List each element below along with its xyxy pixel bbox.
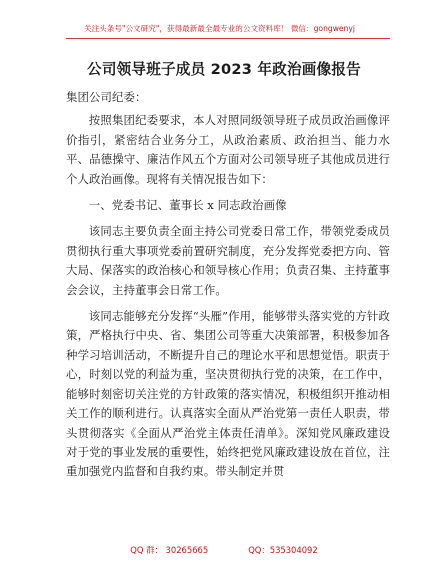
intro-paragraph: 按照集团纪委要求，本人对照同级领导班子成员政治画像评价指引，紧密结合业务分工，从政治素质、政治担当、能力水平、品德操守、廉洁作风五个方面对公司领导班子其他成员进行个人政治画像。现将有关情况报告如下： — [66, 113, 390, 186]
header-divider — [66, 38, 390, 39]
body-paragraph: 该同志能够充分发挥“头雁”作用，能够带头落实党的方针政策，严格执行中央、省、集团公司等重大决策部署，积极参加各种学习培训活动，不断提升自己的理论水平和思想觉悟。职责于心，时刻以党的利益为重，坚决贯彻执行党的决策，在工作中，能够时刻密切关注党的方针政策的落实情况，积极组织开推动相关工作的顺利进行。认真落实全面从严治党第一责任人职责，带头贯彻落实《全面从严治党主体责任清单》。深知党风廉政建设对于党的事业发展的重要性，始终把党风廉政建设放在首位，注重加强党内监督和自我约束。带头制定并贯 — [66, 309, 390, 479]
salutation: 集团公司纪委： — [66, 90, 147, 104]
body-paragraph: 该同志主要负责全面主持公司党委日常工作，带领党委成员贯彻执行重大事项党委前置研究制度，充分发挥党委把方向、管大局、保落实的政治核心和领导核心作用；负责召集、主持董事会会议，主持董事会日常工作。 — [66, 224, 390, 297]
header-banner: 关注头条号"公文研究"，获得最新最全最专业的公文资料库！ 微信：gongwenyj — [84, 24, 356, 33]
document-title: 公司领导班子成员 2023 年政治画像报告 — [87, 61, 361, 78]
section-heading: 一、党委书记、董事长 x 同志政治画像 — [88, 198, 287, 213]
footer-qq-group: QQ 群： 30265665 — [130, 545, 209, 555]
document-body — [66, 88, 390, 482]
footer-qq-number: QQ：535304092 — [248, 545, 318, 555]
footer-contact — [0, 544, 448, 556]
